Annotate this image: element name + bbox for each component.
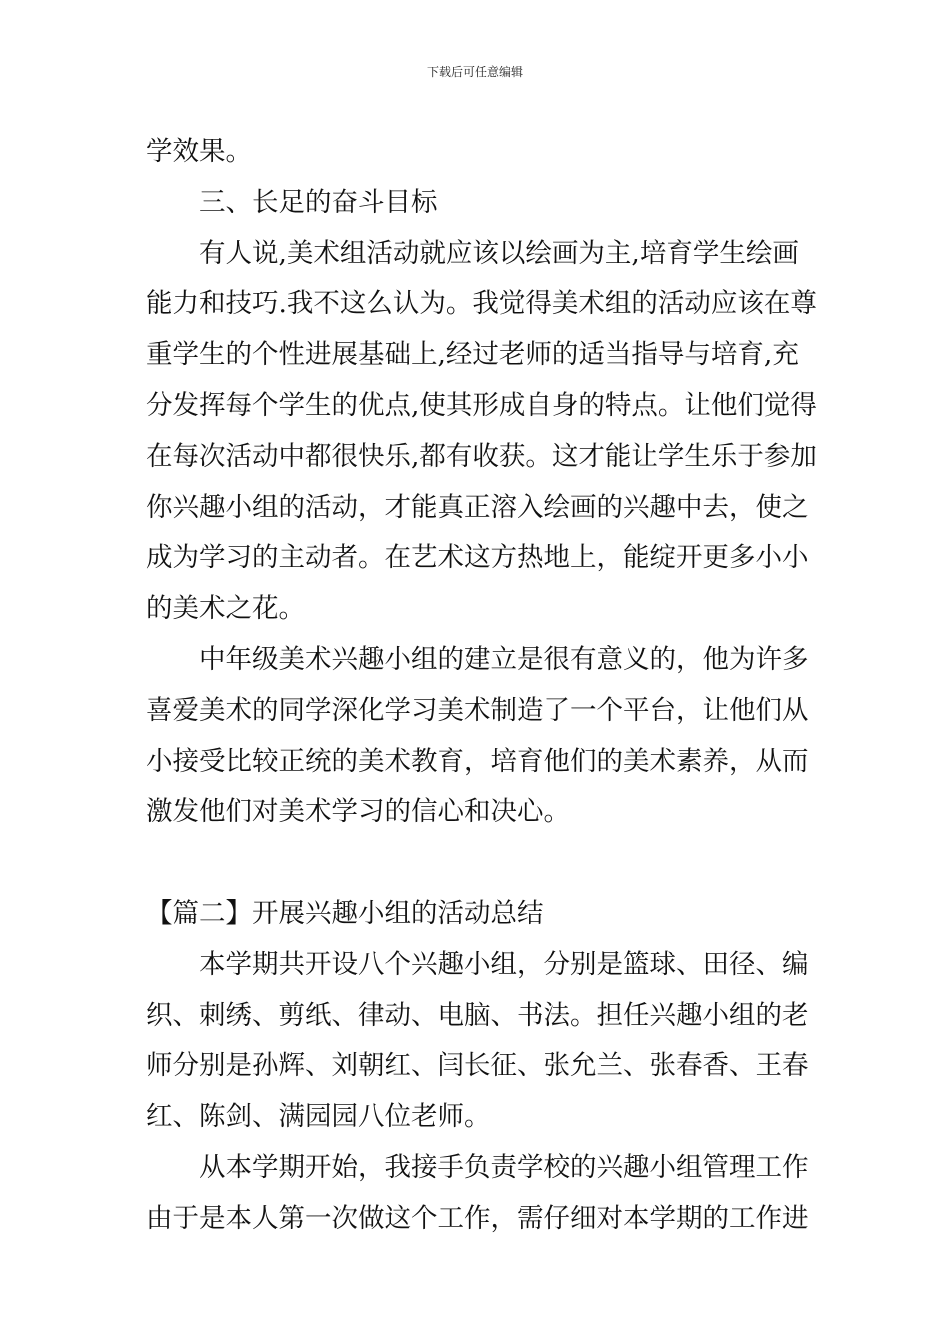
page-header: 下载后可任意编辑 xyxy=(426,65,523,79)
paragraph-line: 从本学期开始，我接手负责学校的兴趣小组管理工作 xyxy=(199,1151,809,1183)
paragraph-line: 织、刺绣、剪纸、律动、电脑、书法。担任兴趣小组的老 xyxy=(146,999,809,1031)
paragraph-line: 能力和技巧.我不这么认为。我觉得美术组的活动应该在尊 xyxy=(146,288,817,320)
text-line: 学效果。 xyxy=(146,136,252,167)
paragraph-line: 成为学习的主动者。在艺术这方热地上，能绽开更多小小 xyxy=(146,542,809,574)
paragraph-line: 本学期共开设八个兴趣小组，分别是篮球、田径、编 xyxy=(199,948,809,980)
paragraph-line: 师分别是孙辉、刘朝红、闫长征、张允兰、张春香、王春 xyxy=(146,1050,809,1082)
paragraph-line: 有人说,美术组活动就应该以绘画为主,培育学生绘画 xyxy=(199,237,799,269)
blank-line xyxy=(146,838,808,889)
paragraph-line: 中年级美术兴趣小组的建立是很有意义的，他为许多 xyxy=(199,643,809,675)
paragraph-line: 你兴趣小组的活动，才能真正溶入绘画的兴趣中去，使之 xyxy=(146,491,809,523)
document-body xyxy=(146,127,817,1245)
paragraph-line: 红、陈剑、满园园八位老师。 xyxy=(146,1101,491,1133)
paragraph-line: 分发挥每个学生的优点,使其形成自身的特点。让他们觉得 xyxy=(146,389,817,421)
paragraph-line: 重学生的个性进展基础上,经过老师的适当指导与培育,充 xyxy=(146,339,799,371)
paragraph-line: 小接受比较正统的美术教育，培育他们的美术素养，从而 xyxy=(146,745,809,777)
paragraph-line: 的美术之花。 xyxy=(146,593,305,625)
paragraph-line: 喜爱美术的同学深化学习美术制造了一个平台，让他们从 xyxy=(146,694,809,726)
chapter-title: 【篇二】开展兴趣小组的活动总结 xyxy=(146,897,544,929)
section-heading: 三、长足的奋斗目标 xyxy=(199,186,438,218)
paragraph-line: 激发他们对美术学习的信心和决心。 xyxy=(146,796,570,828)
paragraph-line: 由于是本人第一次做这个工作，需仔细对本学期的工作进 xyxy=(146,1202,809,1234)
paragraph-line: 在每次活动中都很快乐,都有收获。这才能让学生乐于参加 xyxy=(146,440,817,472)
